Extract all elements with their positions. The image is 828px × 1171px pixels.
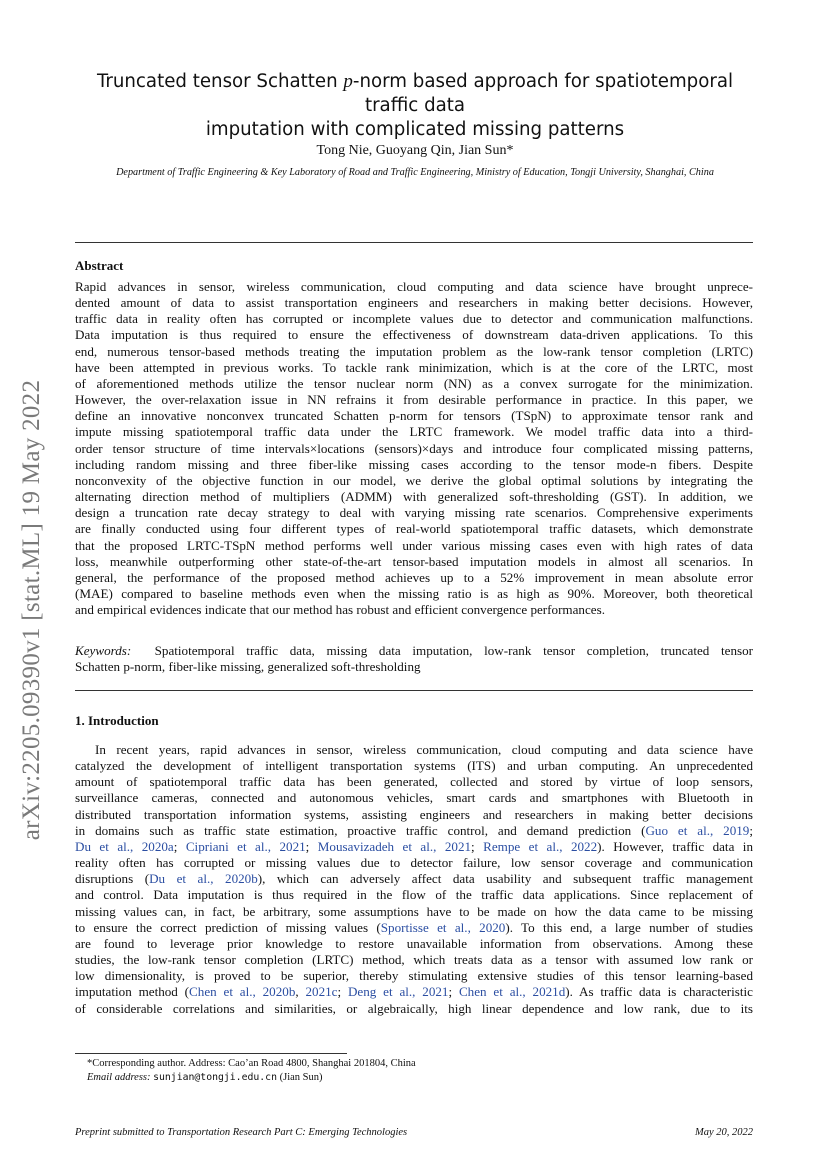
abstract-line: and empirical evidences indicate that our method has robust and efficient convergence performances. [75, 602, 605, 618]
author-list: Tong Nie, Guoyang Qin, Jian Sun* [316, 143, 514, 158]
divider-bottom [75, 690, 753, 691]
arxiv-sidebar-stamp [12, 350, 52, 870]
intro-line: and control. Data imputation is thus required in the flow of the traffic data applications. Since replacement of [75, 887, 753, 903]
paper-title [70, 70, 760, 142]
intro-line: missing values can, in fact, be arbitrary, some assumptions have to be made on how the data came to be missing [75, 903, 753, 919]
abstract-line: that the proposed LRTC-TSpN method performs well under various missing cases even with high rates of data [75, 537, 753, 553]
intro-line: imputation method (Chen et al., 2020b, 2021c; Deng et al., 2021; Chen et al., 2021d). As traffic data is characteristic [75, 984, 753, 1000]
title-line-1: Truncated tensor Schatten p-norm based approach for spatiotemporal traffic data [96, 71, 734, 116]
abstract-body [75, 279, 753, 618]
abstract-line: alternating direction method of multipliers (ADMM) with generalized soft-thresholding (GST). In addition, we [75, 489, 753, 505]
keywords-label: Keywords: [75, 643, 132, 658]
intro-line: reality often has corrupted or missing values due to detector failure, low sensor coverage and communication [75, 855, 753, 871]
abstract-line: of aforementioned methods utilize the tensor nuclear norm (NN) as a convex surrogate for the minimization. [75, 375, 753, 391]
intro-line: low dimensionality, is proved to be superior, thereby stimulating extensive studies of this tensor learning-based [75, 968, 753, 984]
footnote-corresponding-author: *Corresponding author. Address: Cao’an Road 4800, Shanghai 201804, China [87, 1058, 416, 1069]
intro-line: disruptions (Du et al., 2020b), which can adversely affect data usability and subsequent traffic management [75, 871, 753, 887]
affiliation: Department of Traffic Engineering & Key Laboratory of Road and Traffic Engineering, Ministry of Education, Tongji University, Shanghai, China [116, 167, 714, 178]
title-line-2: imputation with complicated missing patterns [205, 119, 625, 140]
intro-line: surveillance cameras, connected and autonomous vehicles, smart cards and smartphones with Bluetooth in [75, 790, 753, 806]
intro-line: of considerable correlations and similarities, or algebraically, high linear dependence and low rank, due to its [75, 1000, 753, 1016]
abstract-line: nonconvexity of the objective function in our model, we derive the global optimal solutions by integrating the [75, 472, 753, 488]
abstract-line: impute missing spatiotemporal traffic data under the LRTC framework. We model traffic data into a third- [75, 424, 753, 440]
keywords-line-2: Schatten p-norm, fiber-like missing, generalized soft-thresholding [75, 659, 421, 675]
abstract-line: Data imputation is thus required to ensure the effectiveness of downstream data-driven applications. To this [75, 327, 753, 343]
footnote [87, 1057, 416, 1085]
abstract-line: have been attempted in previous works. To tackle rank minimization, which is at the core of the LRTC, most [75, 359, 753, 375]
abstract-line: However, the over-relaxation issue in NN refrains it from desirable performance in practice. In this paper, we [75, 392, 753, 408]
email-link[interactable]: sunjian@tongji.edu.cn [153, 1072, 277, 1083]
abstract-line: loss, meanwhile outperforming other state-of-the-art tensor-based imputation models in almost all scenarios. In [75, 553, 753, 569]
intro-line: studies, the low-rank tensor completion (LRTC) method, which treats data as a tensor with assumed low rank or [75, 952, 753, 968]
abstract-line: end, numerous tensor-based methods treating the imputation problem as the low-rank tensor completion (LRTC) [75, 343, 753, 359]
intro-line: are found to leverage prior knowledge to restore unavailable information from observations. Among these [75, 935, 753, 951]
abstract-line: Rapid advances in sensor, wireless communication, cloud computing and data science have brought unprece- [75, 279, 753, 294]
abstract-line: define an innovative nonconvex truncated Schatten p-norm for tensors (TSpN) to approximate tensor rank and [75, 408, 753, 424]
footnote-email: Email address: sunjian@tongji.edu.cn (Jian Sun) [87, 1072, 323, 1083]
intro-line: amount of spatiotemporal traffic data has been generated, collected and stored by virtue of loop sensors, [75, 774, 753, 790]
section-heading-introduction: 1. Introduction [75, 713, 159, 728]
introduction-body [75, 742, 753, 1017]
abstract-line: including random missing and three fiber-like missing cases according to the tensor mode-n fibers. Despite [75, 456, 753, 472]
divider-top [75, 242, 753, 243]
abstract-line: traffic data in reality often has corrupted or incomplete values due to detector and communication malfunctions. [75, 311, 753, 327]
intro-line: In recent years, rapid advances in sensor, wireless communication, cloud computing and data science have [95, 742, 753, 757]
intro-line: catalyzed the development of intelligent transportation systems (ITS) and urban computing. An unprecedented [75, 758, 753, 774]
intro-line: in domains such as traffic state estimation, proactive traffic control, and demand prediction (Guo et al., 2019; [75, 822, 753, 838]
footer-preprint-note: Preprint submitted to Transportation Research Part C: Emerging Technologies [75, 1127, 408, 1138]
abstract-line: design a truncation rate decay strategy to deal with varying missing rate scenarios. Comprehensive experiments [75, 505, 753, 521]
intro-line: Du et al., 2020a; Cipriani et al., 2021; Mousavizadeh et al., 2021; Rempe et al., 2022). However, traffic data in [75, 838, 753, 854]
footnote-divider [75, 1053, 347, 1054]
abstract-line: are finally conducted using four different types of real-world spatiotemporal traffic datasets, which demonstrate [75, 521, 753, 537]
keywords [75, 643, 753, 675]
intro-line: distributed transportation information systems, assisting engineers and researchers in making better decisions [75, 806, 753, 822]
intro-line: to ensure the correct prediction of missing values (Sportisse et al., 2020). To this end, a large number of studies [75, 919, 753, 935]
keywords-line-1: Keywords: Spatiotemporal traffic data, missing data imputation, low-rank tensor completion, truncated tensor [75, 643, 754, 658]
arxiv-id: arXiv:2205.09390v1 [stat.ML] 19 May 2022 [18, 379, 45, 841]
abstract-line: dented amount of data to assist transportation engineers and researchers in making better decisions. However, [75, 295, 753, 311]
abstract-line: general, the performance of the proposed method achieves up to a 52% improvement in mean absolute error [75, 569, 753, 585]
abstract-line: (MAE) compared to baseline methods even when the missing ratio is as high as 90%. Moreover, both theoretical [75, 585, 753, 601]
abstract-line: order tensor structure of time intervals×locations (sensors)×days and introduce four complicated missing patterns, [75, 440, 753, 456]
abstract-heading: Abstract [75, 258, 124, 273]
footer-date: May 20, 2022 [694, 1127, 753, 1138]
